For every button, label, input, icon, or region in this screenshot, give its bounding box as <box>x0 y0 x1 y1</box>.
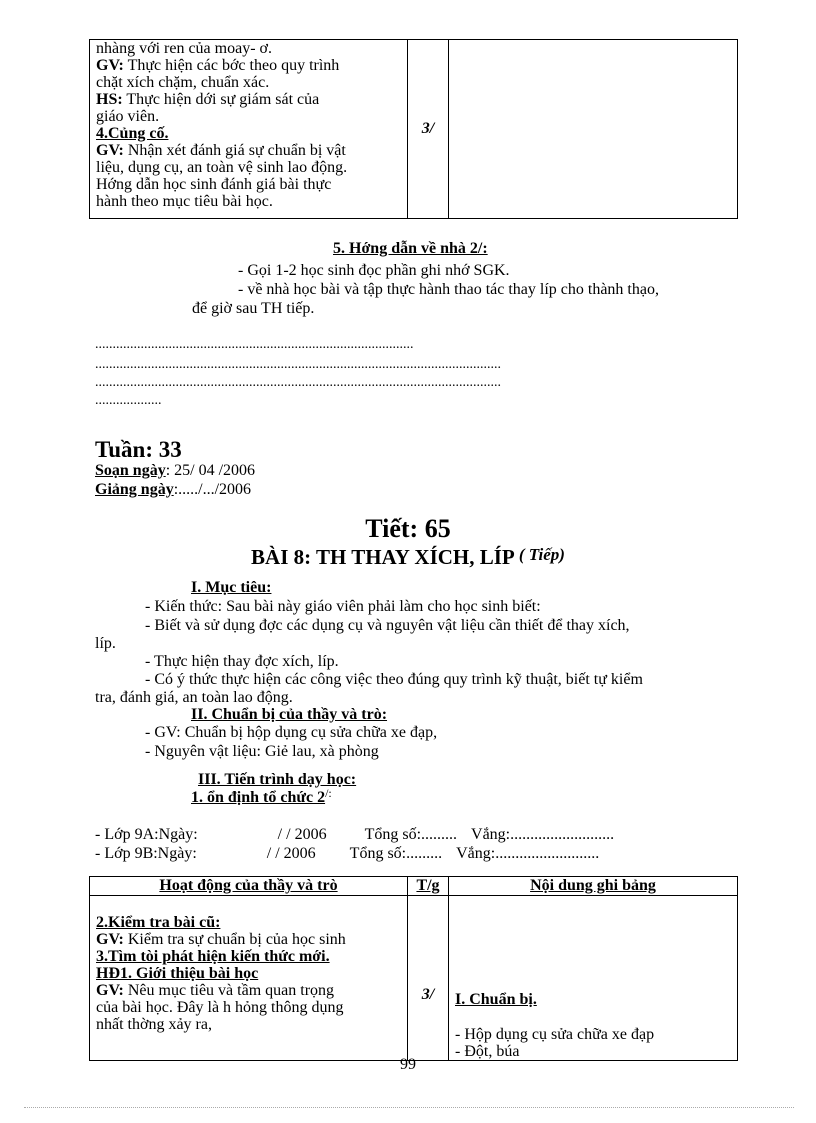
homework-line: để giờ sau TH tiếp. <box>192 300 315 317</box>
preparation-item: - GV: Chuẩn bị hộp dụng cụ sửa chữa xe đạp, <box>145 724 438 741</box>
homework-line: - Gọi 1-2 học sinh đọc phần ghi nhớ SGK. <box>238 262 510 279</box>
dotted-line: ................... <box>95 393 162 408</box>
page-footer-divider <box>24 1107 794 1108</box>
board-content-cell <box>449 896 738 1061</box>
objective-item: - Kiến thức: Sau bài này giáo viên phải làm cho học sinh biết: <box>145 598 541 615</box>
text-line: của bài học. Đây là h hỏng thông dụng <box>96 999 344 1016</box>
time-value: 3/ <box>421 120 435 137</box>
preparation-item: - Nguyên vật liệu: Giẻ lau, xà phòng <box>145 743 379 760</box>
class-row: - Lớp 9B:Ngày: / / 2006 Tổng số:......... Vắng:.......................... <box>95 845 600 862</box>
giang-ngay: Giảng ngày:...../.../2006 <box>95 481 252 498</box>
text-line: GV: Nhận xét đánh giá sự chuẩn bị vật <box>96 142 346 159</box>
text-line: GV: Nêu mục tiêu và tầm quan trọng <box>96 982 335 999</box>
hd1-heading: HĐ1. Giới thiệu bài học <box>96 965 259 982</box>
text-line: nhất thờng xảy ra, <box>96 1016 212 1033</box>
board-content-cell <box>449 40 738 219</box>
board-heading: I. Chuẩn bị. <box>455 991 537 1008</box>
dotted-line: ........................................................................................... <box>95 337 414 352</box>
time-value: 3/ <box>421 986 435 1003</box>
text-line: HS: Thực hiện dới sự giám sát của <box>96 91 320 108</box>
board-item: - Hộp dụng cụ sửa chữa xe đạp <box>455 1026 655 1043</box>
activity-table-top <box>89 39 738 219</box>
col-header-activity: Hoạt động của thầy và trò <box>90 877 408 896</box>
activity-table-bottom <box>89 876 738 1061</box>
page-number: 99 <box>400 1056 416 1073</box>
time-cell <box>408 40 449 219</box>
homework-heading: 5. Hớng dẫn về nhà 2/: <box>333 240 488 257</box>
objective-item: - Biết và sử dụng đợc các dụng cụ và nguyên vật liệu cần thiết để thay xích, <box>145 617 630 634</box>
process-sub-heading: 1. ổn định tổ chức 2/: <box>191 786 332 806</box>
text-line: nhàng với ren của moay- ơ. <box>96 40 272 57</box>
col-header-board: Nội dung ghi bảng <box>449 877 738 896</box>
activity-cell <box>90 896 408 1061</box>
text-line: GV: Kiểm tra sự chuẩn bị của học sinh <box>96 931 346 948</box>
text-line: Hớng dẫn học sinh đánh giá bài thực <box>96 176 332 193</box>
homework-line: - về nhà học bài và tập thực hành thao tác thay líp cho thành thạo, <box>238 281 659 298</box>
class-row: - Lớp 9A:Ngày: / / 2006 Tổng số:......... Vắng:.......................... <box>95 826 615 843</box>
board-item: - Đột, búa <box>455 1043 520 1060</box>
text-line: hành theo mục tiêu bài học. <box>96 193 273 210</box>
text-line: GV: Thực hiện các bớc theo quy trình <box>96 57 340 74</box>
kiem-tra-heading: 2.Kiểm tra bài cũ: <box>96 914 221 931</box>
text-line: liệu, dụng cụ, an toàn vệ sinh lao động. <box>96 159 348 176</box>
col-header-time: T/g <box>408 877 449 896</box>
period-title: Tiết: 65 <box>365 514 451 543</box>
lesson-title: BÀI 8: TH THAY XÍCH, LÍP ( Tiếp) <box>251 545 565 569</box>
objective-item: tra, đánh giá, an toàn lao động. <box>95 689 293 706</box>
objective-item: líp. <box>95 635 116 652</box>
time-cell <box>408 896 449 1061</box>
objectives-heading: I. Mục tiêu: <box>191 579 272 596</box>
process-heading: III. Tiến trình dạy học: <box>198 771 357 788</box>
preparation-heading: II. Chuẩn bị của thầy và trò: <box>191 706 388 723</box>
activity-cell <box>90 40 408 219</box>
text-line: chặt xích chặm, chuẩn xác. <box>96 74 270 91</box>
objective-item: - Có ý thức thực hiện các công việc theo đúng quy trình kỹ thuật, biết tự kiểm <box>145 671 643 688</box>
dotted-line: .................................................................................................................... <box>95 375 501 390</box>
tim-toi-heading: 3.Tìm tòi phát hiện kiến thức mới. <box>96 948 330 965</box>
soan-ngay: Soạn ngày: 25/ 04 /2006 <box>95 462 256 479</box>
cung-co-heading: 4.Củng cố. <box>96 125 169 142</box>
week-label: Tuần: 33 <box>95 437 182 462</box>
dotted-line: .................................................................................................................... <box>95 357 501 372</box>
text-line: giáo viên. <box>96 108 160 125</box>
objective-item: - Thực hiện thay đợc xích, líp. <box>145 653 339 670</box>
